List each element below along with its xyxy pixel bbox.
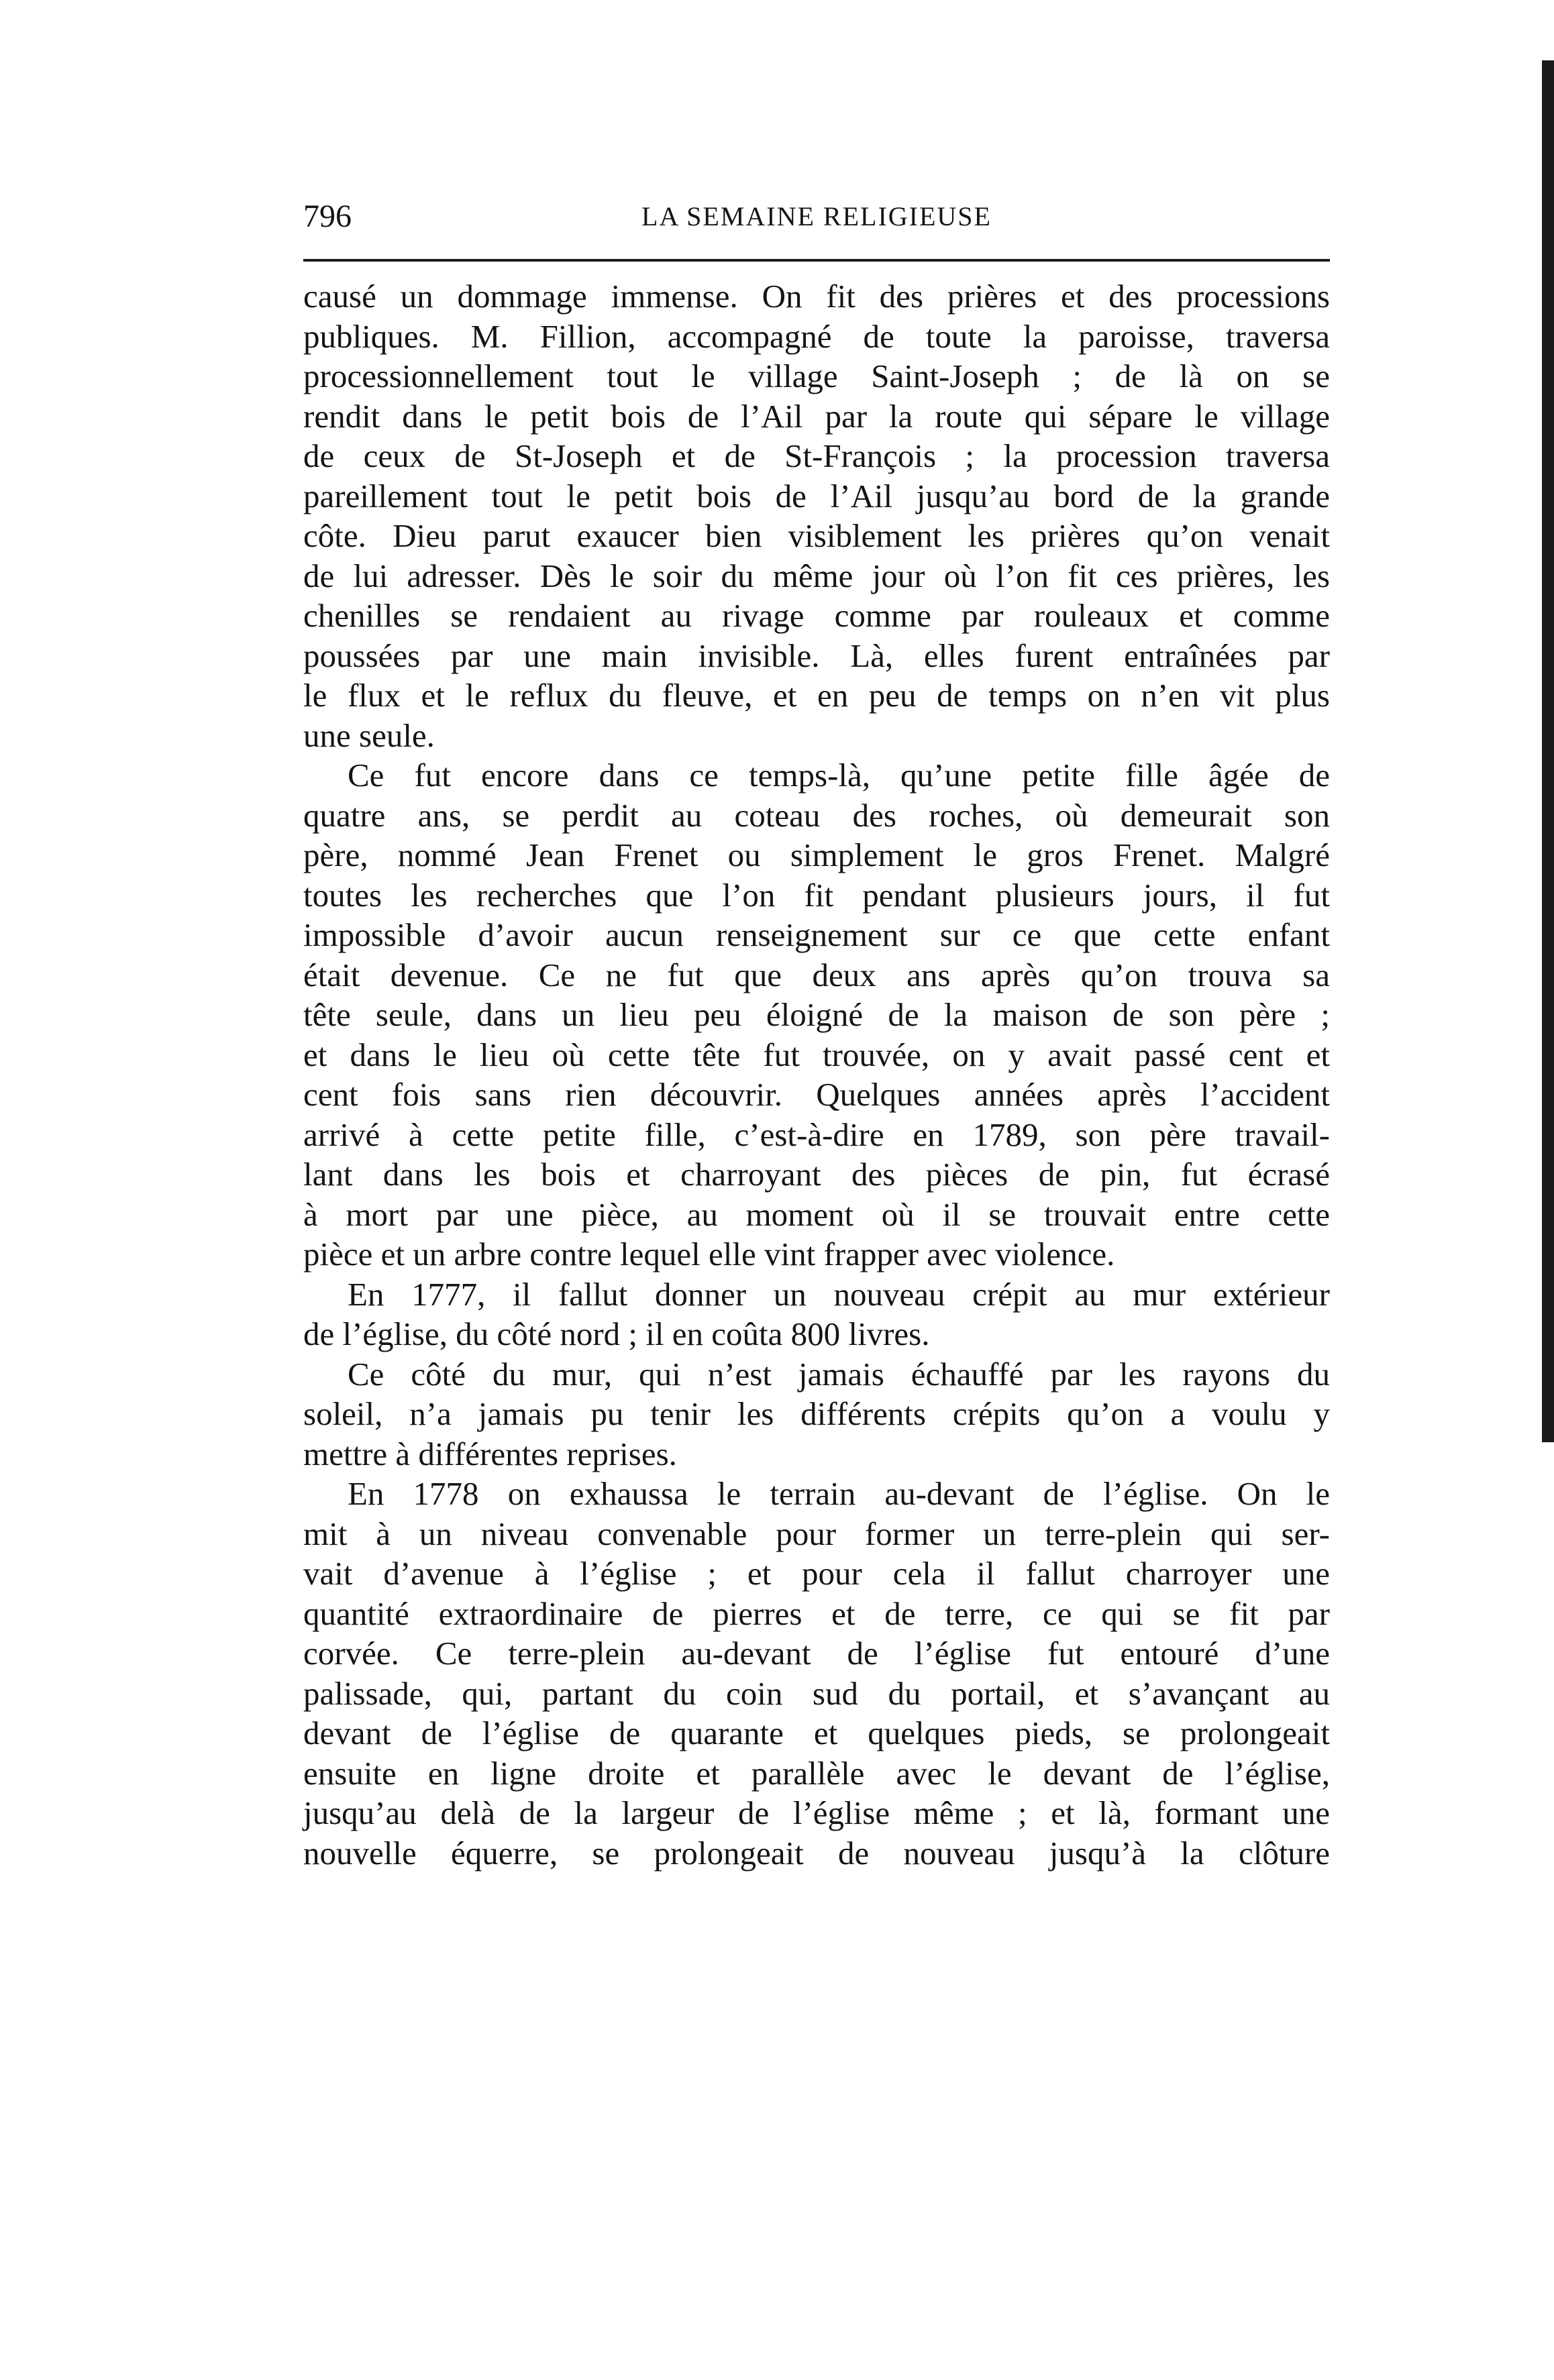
running-title: LA SEMAINE RELIGIEUSE — [641, 201, 992, 231]
text-line: de lui adresser. Dès le soir du même jour où l’on fit ces prières, les — [303, 557, 1330, 594]
text-line: publiques. M. Fillion, accompagné de toute la paroisse, traversa — [303, 317, 1330, 355]
text-line: le flux et le reflux du fleuve, et en peu de temps on n’en vit plus — [303, 677, 1330, 714]
text-line: rendit dans le petit bois de l’Ail par la route qui sépare le village — [303, 397, 1330, 435]
text-line: Ce fut encore dans ce temps-là, qu’une petite fille âgée de — [348, 757, 1330, 794]
text-line: En 1777, il fallut donner un nouveau crépit au mur extérieur — [348, 1275, 1330, 1313]
text-line: quantité extraordinaire de pierres et de terre, ce qui se fit par — [303, 1594, 1330, 1632]
text-line: quatre ans, se perdit au coteau des roches, où demeurait son — [303, 796, 1330, 834]
text-line: lant dans les bois et charroyant des pièces de pin, fut écrasé — [303, 1156, 1330, 1193]
text-line: palissade, qui, partant du coin sud du portail, et s’avançant au — [303, 1674, 1330, 1712]
text-line: devant de l’église de quarante et quelques pieds, se prolongeait — [303, 1715, 1330, 1751]
text-line: processionnellement tout le village Saint-Joseph ; de là on se — [303, 358, 1330, 394]
text-line: causé un dommage immense. On fit des prières et des processions — [303, 278, 1330, 315]
text-line: et dans le lieu où cette tête fut trouvée, on y avait passé cent et — [303, 1036, 1330, 1073]
body-text — [303, 276, 1330, 1873]
page-header — [303, 193, 1330, 240]
text-line: soleil, n’a jamais pu tenir les différents crépits qu’on a voulu y — [303, 1395, 1330, 1432]
text-line: corvée. Ce terre-plein au-devant de l’église fut entouré d’une — [303, 1635, 1330, 1672]
text-line: vait d’avenue à l’église ; et pour cela il fallut charroyer une — [303, 1555, 1330, 1592]
text-line: tête seule, dans un lieu peu éloigné de la maison de son père ; — [303, 996, 1330, 1033]
text-line: chenilles se rendaient au rivage comme par rouleaux et comme — [303, 597, 1330, 634]
text-line: pièce et un arbre contre lequel elle vint frapper avec violence. — [303, 1236, 1115, 1273]
text-line: côte. Dieu parut exaucer bien visiblement les prières qu’on venait — [303, 517, 1330, 554]
text-line: Ce côté du mur, qui n’est jamais échauffé par les rayons du — [348, 1355, 1330, 1393]
page-number: 796 — [303, 199, 352, 234]
text-line: impossible d’avoir aucun renseignement sur ce que cette enfant — [303, 916, 1330, 953]
text-line: mit à un niveau convenable pour former un terre-plein qui ser- — [303, 1515, 1330, 1552]
text-line: nouvelle équerre, se prolongeait de nouveau jusqu’à la clôture — [303, 1834, 1330, 1872]
text-line: poussées par une main invisible. Là, elles furent entraînées par — [303, 637, 1330, 674]
text-line: En 1778 on exhaussa le terrain au-devant de l’église. On le — [348, 1475, 1330, 1512]
text-line: ensuite en ligne droite et parallèle avec le devant de l’église, — [303, 1754, 1330, 1792]
text-line: à mort par une pièce, au moment où il se trouvait entre cette — [303, 1195, 1330, 1233]
text-line: de ceux de St-Joseph et de St-François ; la procession traversa — [303, 437, 1330, 474]
text-line: pareillement tout le petit bois de l’Ail jusqu’au bord de la grande — [303, 477, 1330, 515]
text-line: toutes les recherches que l’on fit pendant plusieurs jours, il fut — [303, 876, 1330, 914]
text-line: était devenue. Ce ne fut que deux ans après qu’on trouva sa — [303, 956, 1330, 993]
header-rule — [303, 259, 1330, 262]
text-line: jusqu’au delà de la largeur de l’église même ; et là, formant une — [303, 1794, 1330, 1831]
text-line: mettre à différentes reprises. — [303, 1435, 677, 1472]
book-spine-edge — [1542, 60, 1554, 1442]
text-line: arrivé à cette petite fille, c’est-à-dire en 1789, son père travail- — [303, 1116, 1330, 1153]
text-line: de l’église, du côté nord ; il en coûta 800 livres. — [303, 1315, 930, 1352]
text-line: père, nommé Jean Frenet ou simplement le gros Frenet. Malgré — [303, 836, 1330, 873]
text-line: une seule. — [303, 716, 435, 754]
text-line: cent fois sans rien découvrir. Quelques années après l’accident — [303, 1076, 1330, 1113]
